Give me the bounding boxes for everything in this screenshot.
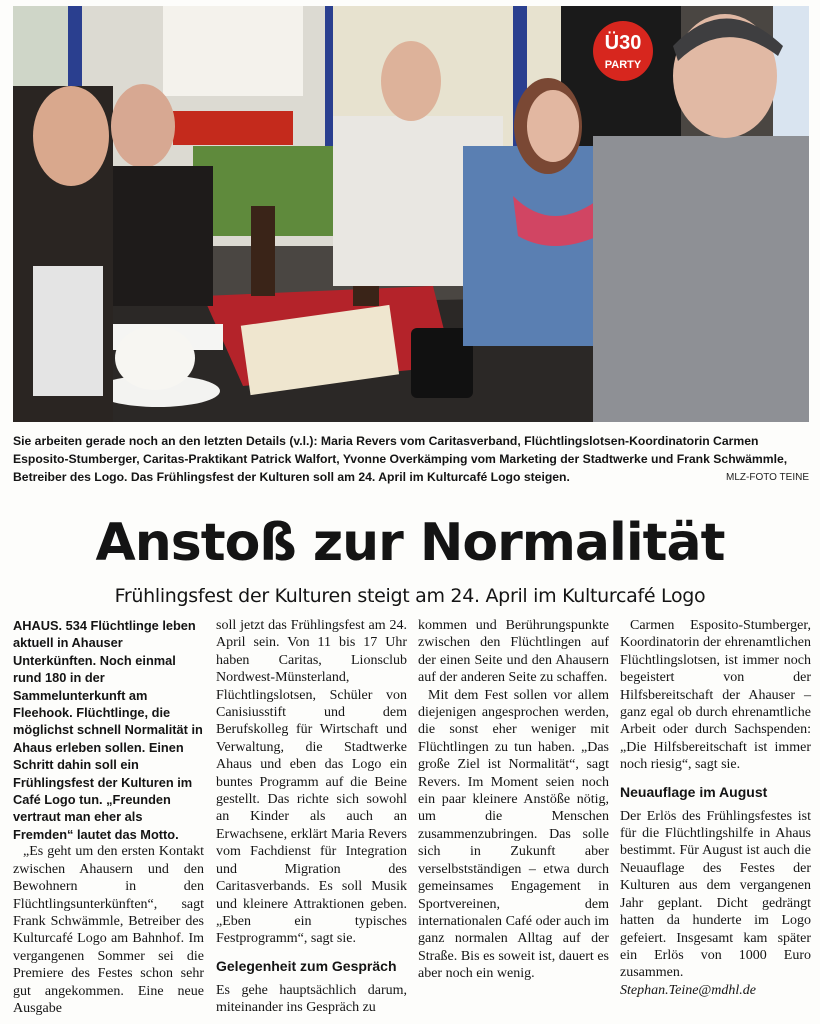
article-lead: AHAUS. 534 Flüchtlinge leben aktuell in Ahauser Unterkünften. Noch einmal rund 180 in der Sammelunterkunft am Fleehook. Flüchtlinge, die möglichst schnell Normalität in Ahaus erleben sollen. Einen Schritt dahin soll ein Frühlingsfest der Kulturen im Café Logo tun. „Freunden vertraut man eher als Fremden“ lautet das Motto. [13, 618, 203, 842]
article-subhead: Gelegenheit zum Gespräch [216, 957, 397, 974]
article-headline: Anstoß zur Normalität [95, 513, 725, 573]
article-paragraph: Mit dem Fest sollen vor allem diejenigen angesprochen werden, die sonst eher weniger mit Flüchtlingen zu tun haben. „Das große Ziel ist Normalität“, sagt Revers. Im Moment seien noch ein paar kleinere Anstöße nötig, um die Menschen zusammenzubringen. Das solle sich in Zukunft aber verselbstständigen – etwa durch gemeinsames Engagement in Sportvereinen, dem internationalen Café oder auch im ganz normalen Alltag auf der Straße. Bis es soweit ist, dauert es aber noch ein wenig. [418, 687, 609, 982]
article-paragraph-text: Der Erlös des Frühlingsfestes ist für die Flüchtlingshilfe in Ahaus bestimmt. Für August ist auch die Neuauflage des Festes der Kulturen aus dem vergangenen Jahr geplant. Dicht gedrängt hatten da hunderte im Logo gefeiert. Insgesamt kam später ein Erlös von 1000 Euro zusammen. [620, 808, 811, 981]
article-photo [13, 6, 809, 422]
article-paragraph: Es gehe hauptsächlich darum, miteinander ins Gespräch zu [216, 982, 407, 1016]
poster-line2: PARTY [604, 59, 642, 71]
poster-line1: Ü30 [604, 32, 642, 54]
article-column-3 [418, 617, 609, 983]
article-paragraph: „Es geht um den ersten Kontakt zwischen Ahausern und den Bewohnern in den Flüchtlingsunterkünften“, sagt Frank Schwämmle, Betreiber des Kulturcafé Logo am Bahnhof. Im vergangenen Sommer sei die Premiere des Festes schon sehr gut angekommen. Eine neue Ausgabe [13, 844, 204, 1016]
article-subheadline: Frühlingsfest der Kulturen steigt am 24. April im Kulturcafé Logo [114, 585, 706, 607]
article-paragraph [620, 808, 811, 999]
author-signature: Stephan.Teine@mdhl.de [620, 982, 757, 998]
photo-credit: MLZ-FOTO TEINE [726, 472, 809, 483]
photo-illustration [13, 6, 809, 422]
article-paragraph: Carmen Esposito-Stumberger, Koordinatorin der ehrenamtlichen Flüchtlingslotsen, ist immer noch begeistert von der Hilfsbereitschaft der Ahauser – ganz egal ob durch ehrenamtliche Arbeit oder durch Sachspenden: „Die Hilfsbereitschaft ist immer noch riesig“, sagt sie. [620, 618, 811, 773]
article-paragraph: kommen und Berührungspunkte zwischen den Flüchtlingen auf der einen Seite und den Ahausern auf der anderen Seite zu schaffen. [418, 618, 609, 686]
article-subhead: Neuauflage im August [620, 783, 768, 800]
article-column-4 [620, 617, 811, 999]
photo-caption: Sie arbeiten gerade noch an den letzten Details (v.l.): Maria Revers vom Caritasverband, Flüchtlingslotsen-Koordinatorin Carmen Esposito-Stumberger, Caritas-Praktikant Patrick Walfort, Yvonne Overkämping vom Marketing der Stadtwerke und Frank Schwämmle, Betreiber des Logo. Das Frühlingsfest der Kulturen soll am 24. April im Kulturcafé Logo steigen. [13, 434, 788, 484]
article-paragraph: soll jetzt das Frühlingsfest am 24. April sein. Von 11 bis 17 Uhr haben Caritas, Lionsclub Nordwest-Münsterland, Flüchtlingslotsen, Schüler von Canisiusstift und dem Berufskolleg für Wirtschaft und Verwaltung, die Stadtwerke Ahaus und eben das Logo ein buntes Programm auf die Beine gestellt. Das richte sich sowohl an Kinder als auch an Erwachsene, erklärt Maria Revers vom Fachdienst für Integration und Migration des Caritasverbands. Es soll Musik und kleinere Attraktionen geben. „Eben ein typisches Festprogramm“, sagt sie. [216, 618, 407, 947]
article-column-1 [13, 617, 204, 1017]
article-column-2 [216, 617, 407, 1017]
